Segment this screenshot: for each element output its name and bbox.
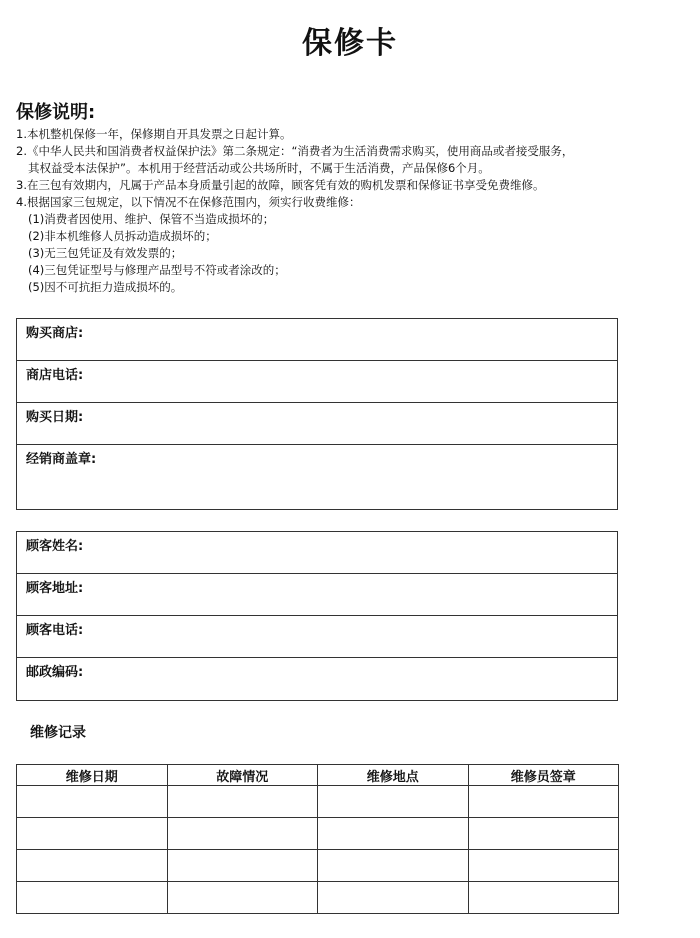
table-row (17, 882, 619, 914)
store-field[interactable] (17, 319, 617, 361)
store-label: 购买商店: (26, 326, 84, 341)
table-cell[interactable] (167, 818, 318, 850)
repair-records-table (16, 764, 619, 914)
column-header-repair-location: 维修地点 (318, 765, 469, 786)
table-cell[interactable] (468, 818, 619, 850)
column-header-fault: 故障情况 (167, 765, 318, 786)
table-row (17, 786, 619, 818)
table-cell[interactable] (17, 818, 168, 850)
notice-line: 其权益受本法保护”。本机用于经营活动或公共场所时，不属于生活消费，产品保修6个月。 (28, 161, 490, 175)
store-phone-field[interactable] (17, 361, 617, 403)
notice-line: (1)消费者因使用、维护、保管不当造成损坏的； (28, 212, 275, 226)
table-cell[interactable] (318, 850, 469, 882)
customer-name-field[interactable] (17, 532, 617, 574)
notice-line: (5)因不可抗拒力造成损坏的。 (28, 280, 183, 294)
table-cell[interactable] (468, 850, 619, 882)
dealer-info-box (16, 318, 618, 510)
store-phone-label: 商店电话: (26, 368, 84, 383)
table-cell[interactable] (17, 786, 168, 818)
table-row (17, 818, 619, 850)
notice-line: 4.根据国家三包规定，以下情况不在保修范围内，须实行收费维修： (16, 195, 361, 209)
notice-line: 3.在三包有效期内，凡属于产品本身质量引起的故障，顾客凭有效的购机发票和保修证书享受免费维修。 (16, 178, 545, 192)
table-cell[interactable] (318, 882, 469, 914)
notice-line: (2)非本机维修人员拆动造成损坏的； (28, 229, 217, 243)
table-cell[interactable] (17, 850, 168, 882)
dealer-stamp-field[interactable] (17, 445, 617, 509)
table-cell[interactable] (167, 882, 318, 914)
notice-line: 2.《中华人民共和国消费者权益保护法》第二条规定：“消费者为生活消费需求购买，使用商品或者接受服务， (16, 144, 574, 158)
column-header-technician-signature: 维修员签章 (468, 765, 619, 786)
customer-name-label: 顾客姓名: (26, 539, 84, 554)
customer-address-field[interactable] (17, 574, 617, 616)
table-cell[interactable] (318, 818, 469, 850)
purchase-date-label: 购买日期: (26, 410, 84, 425)
table-cell[interactable] (17, 882, 168, 914)
notice-line: (3)无三包凭证及有效发票的； (28, 246, 183, 260)
table-cell[interactable] (468, 786, 619, 818)
notice-line: (4)三包凭证型号与修理产品型号不符或者涂改的； (28, 263, 286, 277)
table-header-row (17, 765, 619, 786)
postcode-label: 邮政编码: (26, 665, 84, 680)
repair-records-title: 维修记录 (30, 725, 86, 741)
table-row (17, 850, 619, 882)
notice-heading: 保修说明: (16, 102, 96, 123)
customer-phone-label: 顾客电话: (26, 623, 84, 638)
table-cell[interactable] (468, 882, 619, 914)
dealer-stamp-label: 经销商盖章: (26, 452, 97, 467)
warranty-notice (16, 126, 656, 296)
table-cell[interactable] (318, 786, 469, 818)
table-cell[interactable] (167, 786, 318, 818)
customer-phone-field[interactable] (17, 616, 617, 658)
column-header-repair-date: 维修日期 (17, 765, 168, 786)
page-title: 保修卡 (302, 26, 398, 61)
customer-info-box (16, 531, 618, 701)
table-cell[interactable] (167, 850, 318, 882)
postcode-field[interactable] (17, 658, 617, 700)
purchase-date-field[interactable] (17, 403, 617, 445)
notice-line: 1.本机整机保修一年，保修期自开具发票之日起计算。 (16, 127, 292, 141)
customer-address-label: 顾客地址: (26, 581, 84, 596)
